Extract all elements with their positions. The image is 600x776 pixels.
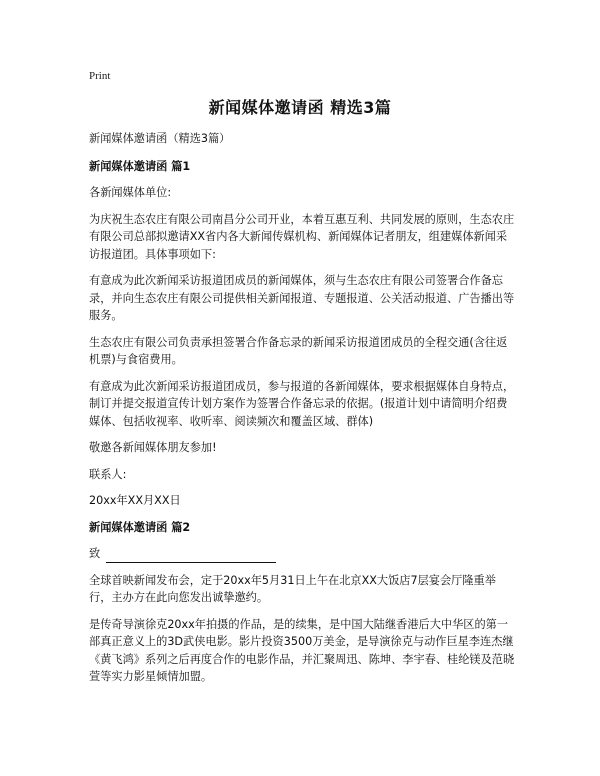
print-label: Print (89, 70, 111, 82)
document-title: 新闻媒体邀请函 精选3篇 (208, 98, 392, 117)
section-heading-2: 新闻媒体邀请函 篇2 (89, 520, 191, 534)
section-heading-1: 新闻媒体邀请函 篇1 (89, 159, 191, 173)
paragraph: 生态农庄有限公司负责承担签署合作备忘录的新闻采访报道团成员的全程交通(含往返机票)与食宿费用。 (89, 335, 508, 366)
document-body (89, 130, 517, 695)
addressee-label: 致 (89, 547, 101, 560)
paragraph: 全球首映新闻发布会，定于20xx年5月31日上午在北京XX大饭店7层宴会厅隆重举行，主办方在此向您发出诚挚邀约。 (89, 573, 496, 604)
paragraph: 敬邀各新闻媒体朋友参加! (89, 441, 217, 454)
paragraph: 有意成为此次新闻采访报道团成员的新闻媒体，须与生态农庄有限公司签署合作备忘录，并向生态农庄有限公司提供相关新闻报道、专题报道、公关活动报道、广告播出等服务。 (89, 274, 515, 322)
paragraph: 有意成为此次新闻采访报道团成员，参与报道的各新闻媒体，要求根据媒体自身特点，制订并提交报道宣传计划方案作为签署合作备忘录的依据。(报道计划中请简明介绍费媒体、包括收视率、收听率、阅读频次和覆盖区域、群体) (89, 379, 515, 428)
document-subtitle: 新闻媒体邀请函（精选3篇） (89, 132, 231, 145)
date-line: 20xx年XX月XX日 (89, 494, 181, 507)
addressee-line (89, 545, 517, 563)
contact-line: 联系人: (89, 467, 127, 481)
paragraph: 是传奇导演徐克20xx年拍摄的作品，是的续集，是中国大陆继香港后大中华区的第一部真正意义上的3D武侠电影。影片投资3500万美金，是导演徐克与动作巨星李连杰继《黄飞鸿》系列之后再度合作的电影作品，并汇聚周迅、陈坤、李宇春、桂纶镁及范晓萱等实力影星倾情加盟。 (89, 617, 515, 683)
salutation: 各新闻媒体单位: (89, 186, 172, 199)
addressee-blank (106, 550, 276, 563)
paragraph: 为庆祝生态农庄有限公司南昌分公司开业，本着互惠互利、共同发展的原则，生态农庄有限公司总部拟邀请XX省内各大新闻传媒机构、新闻媒体记者朋友，组建媒体新闻采访报道团。具体事项如下: (89, 212, 515, 261)
